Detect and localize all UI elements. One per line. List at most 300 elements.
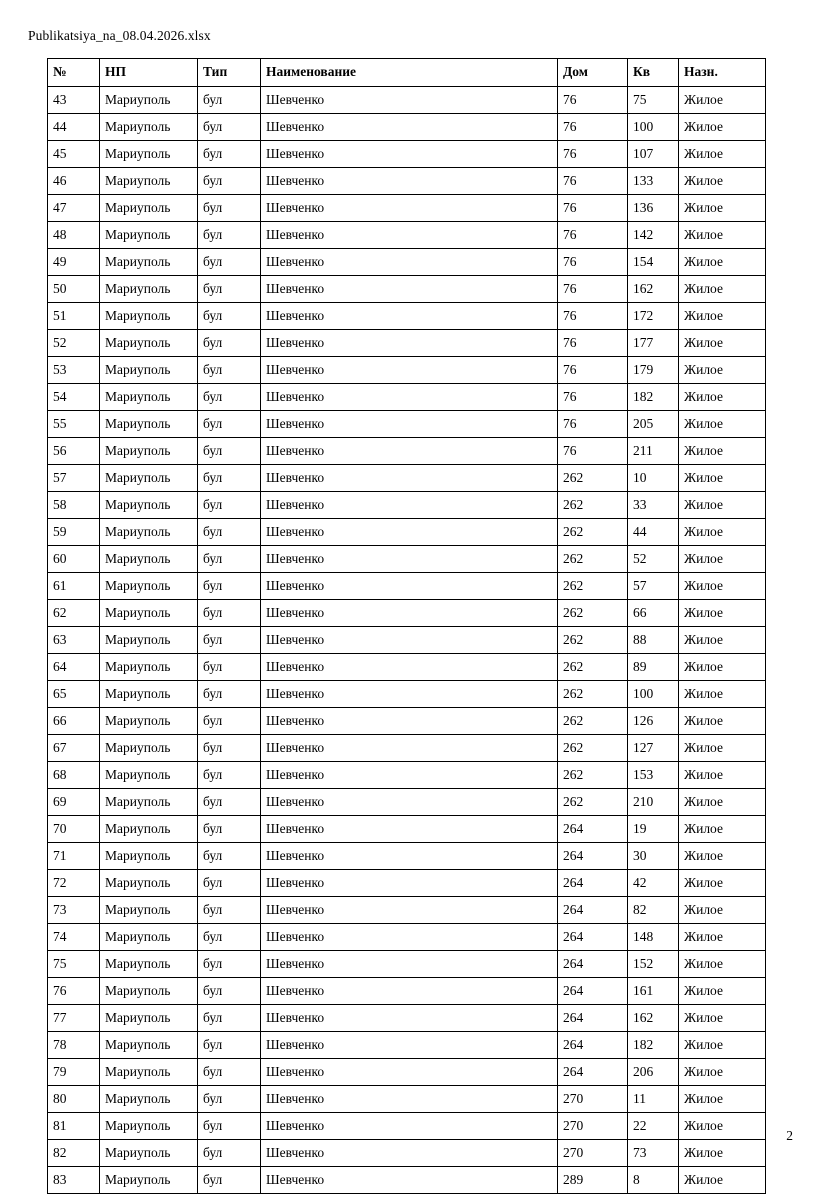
cell-settlement: Мариуполь: [100, 870, 198, 897]
cell-house: 262: [558, 789, 628, 816]
cell-name: Шевченко: [261, 762, 558, 789]
cell-name: Шевченко: [261, 411, 558, 438]
cell-number: 80: [48, 1086, 100, 1113]
table-row: [48, 330, 766, 357]
cell-name: Шевченко: [261, 330, 558, 357]
cell-number: 65: [48, 681, 100, 708]
cell-settlement: Мариуполь: [100, 654, 198, 681]
cell-name: Шевченко: [261, 708, 558, 735]
cell-purpose: Жилое: [679, 465, 766, 492]
table-row: [48, 519, 766, 546]
cell-purpose: Жилое: [679, 195, 766, 222]
cell-type: бул: [198, 330, 261, 357]
cell-apartment: 66: [628, 600, 679, 627]
cell-name: Шевченко: [261, 654, 558, 681]
cell-purpose: Жилое: [679, 789, 766, 816]
cell-name: Шевченко: [261, 195, 558, 222]
cell-purpose: Жилое: [679, 762, 766, 789]
cell-type: бул: [198, 1140, 261, 1167]
cell-purpose: Жилое: [679, 492, 766, 519]
table-row: [48, 303, 766, 330]
column-header-purpose: Назн.: [679, 59, 766, 87]
cell-apartment: 162: [628, 276, 679, 303]
cell-name: Шевченко: [261, 1059, 558, 1086]
column-header-number: №: [48, 59, 100, 87]
cell-name: Шевченко: [261, 519, 558, 546]
cell-house: 76: [558, 168, 628, 195]
cell-house: 262: [558, 681, 628, 708]
table-row: [48, 708, 766, 735]
cell-number: 53: [48, 357, 100, 384]
cell-type: бул: [198, 195, 261, 222]
table-row: [48, 1032, 766, 1059]
cell-number: 72: [48, 870, 100, 897]
cell-number: 46: [48, 168, 100, 195]
cell-name: Шевченко: [261, 114, 558, 141]
cell-house: 76: [558, 384, 628, 411]
cell-number: 54: [48, 384, 100, 411]
cell-type: бул: [198, 492, 261, 519]
cell-purpose: Жилое: [679, 681, 766, 708]
cell-settlement: Мариуполь: [100, 330, 198, 357]
cell-type: бул: [198, 519, 261, 546]
cell-name: Шевченко: [261, 600, 558, 627]
table-row: [48, 573, 766, 600]
cell-purpose: Жилое: [679, 978, 766, 1005]
cell-apartment: 73: [628, 1140, 679, 1167]
cell-settlement: Мариуполь: [100, 303, 198, 330]
cell-purpose: Жилое: [679, 1032, 766, 1059]
cell-apartment: 179: [628, 357, 679, 384]
table-row: [48, 411, 766, 438]
cell-house: 264: [558, 1032, 628, 1059]
table-row: [48, 627, 766, 654]
cell-type: бул: [198, 735, 261, 762]
column-header-name: Наименование: [261, 59, 558, 87]
cell-purpose: Жилое: [679, 357, 766, 384]
table-row: [48, 1113, 766, 1140]
cell-number: 61: [48, 573, 100, 600]
cell-house: 264: [558, 870, 628, 897]
cell-house: 76: [558, 330, 628, 357]
cell-house: 262: [558, 627, 628, 654]
cell-house: 264: [558, 951, 628, 978]
cell-apartment: 205: [628, 411, 679, 438]
cell-apartment: 133: [628, 168, 679, 195]
cell-house: 264: [558, 1059, 628, 1086]
table-body: [48, 87, 766, 1194]
cell-type: бул: [198, 816, 261, 843]
table-row: [48, 654, 766, 681]
table-row: [48, 1086, 766, 1113]
cell-apartment: 177: [628, 330, 679, 357]
cell-purpose: Жилое: [679, 114, 766, 141]
cell-number: 45: [48, 141, 100, 168]
table-row: [48, 816, 766, 843]
cell-number: 59: [48, 519, 100, 546]
table-row: [48, 492, 766, 519]
cell-settlement: Мариуполь: [100, 546, 198, 573]
table-row: [48, 141, 766, 168]
cell-house: 264: [558, 924, 628, 951]
cell-house: 76: [558, 114, 628, 141]
cell-purpose: Жилое: [679, 384, 766, 411]
cell-number: 58: [48, 492, 100, 519]
cell-settlement: Мариуполь: [100, 114, 198, 141]
cell-apartment: 153: [628, 762, 679, 789]
cell-number: 57: [48, 465, 100, 492]
cell-number: 60: [48, 546, 100, 573]
cell-name: Шевченко: [261, 1086, 558, 1113]
cell-name: Шевченко: [261, 789, 558, 816]
cell-purpose: Жилое: [679, 141, 766, 168]
cell-house: 289: [558, 1167, 628, 1194]
cell-apartment: 22: [628, 1113, 679, 1140]
cell-type: бул: [198, 303, 261, 330]
cell-purpose: Жилое: [679, 627, 766, 654]
cell-type: бул: [198, 870, 261, 897]
cell-name: Шевченко: [261, 276, 558, 303]
cell-apartment: 182: [628, 1032, 679, 1059]
cell-name: Шевченко: [261, 816, 558, 843]
cell-type: бул: [198, 762, 261, 789]
cell-house: 262: [558, 762, 628, 789]
cell-house: 262: [558, 735, 628, 762]
cell-type: бул: [198, 708, 261, 735]
cell-settlement: Мариуполь: [100, 627, 198, 654]
cell-name: Шевченко: [261, 249, 558, 276]
table-row: [48, 1140, 766, 1167]
cell-type: бул: [198, 843, 261, 870]
cell-settlement: Мариуполь: [100, 438, 198, 465]
cell-name: Шевченко: [261, 1005, 558, 1032]
cell-house: 76: [558, 411, 628, 438]
cell-apartment: 100: [628, 681, 679, 708]
cell-settlement: Мариуполь: [100, 276, 198, 303]
cell-name: Шевченко: [261, 1140, 558, 1167]
cell-name: Шевченко: [261, 735, 558, 762]
cell-number: 62: [48, 600, 100, 627]
cell-number: 82: [48, 1140, 100, 1167]
cell-purpose: Жилое: [679, 411, 766, 438]
cell-number: 67: [48, 735, 100, 762]
cell-settlement: Мариуполь: [100, 384, 198, 411]
table-row: [48, 897, 766, 924]
table-row: [48, 1167, 766, 1194]
cell-name: Шевченко: [261, 870, 558, 897]
cell-type: бул: [198, 384, 261, 411]
cell-number: 44: [48, 114, 100, 141]
cell-house: 270: [558, 1113, 628, 1140]
document-filename: Publikatsiya_na_08.04.2026.xlsx: [28, 28, 211, 43]
cell-settlement: Мариуполь: [100, 735, 198, 762]
cell-number: 81: [48, 1113, 100, 1140]
cell-number: 48: [48, 222, 100, 249]
cell-type: бул: [198, 978, 261, 1005]
cell-settlement: Мариуполь: [100, 978, 198, 1005]
cell-name: Шевченко: [261, 168, 558, 195]
cell-number: 76: [48, 978, 100, 1005]
cell-type: бул: [198, 1167, 261, 1194]
table-row: [48, 978, 766, 1005]
cell-house: 262: [558, 546, 628, 573]
cell-apartment: 154: [628, 249, 679, 276]
column-header-house: Дом: [558, 59, 628, 87]
cell-apartment: 42: [628, 870, 679, 897]
cell-settlement: Мариуполь: [100, 762, 198, 789]
cell-number: 69: [48, 789, 100, 816]
cell-purpose: Жилое: [679, 303, 766, 330]
table-row: [48, 843, 766, 870]
cell-settlement: Мариуполь: [100, 600, 198, 627]
cell-number: 47: [48, 195, 100, 222]
cell-house: 262: [558, 573, 628, 600]
cell-purpose: Жилое: [679, 1086, 766, 1113]
cell-purpose: Жилое: [679, 870, 766, 897]
cell-settlement: Мариуполь: [100, 357, 198, 384]
cell-purpose: Жилое: [679, 87, 766, 114]
cell-number: 73: [48, 897, 100, 924]
cell-number: 63: [48, 627, 100, 654]
cell-number: 49: [48, 249, 100, 276]
cell-name: Шевченко: [261, 1167, 558, 1194]
cell-house: 270: [558, 1140, 628, 1167]
cell-apartment: 57: [628, 573, 679, 600]
cell-settlement: Мариуполь: [100, 1032, 198, 1059]
table-row: [48, 735, 766, 762]
column-header-settlement: НП: [100, 59, 198, 87]
cell-settlement: Мариуполь: [100, 573, 198, 600]
cell-name: Шевченко: [261, 681, 558, 708]
cell-settlement: Мариуполь: [100, 843, 198, 870]
cell-type: бул: [198, 168, 261, 195]
cell-type: бул: [198, 249, 261, 276]
cell-type: бул: [198, 681, 261, 708]
cell-name: Шевченко: [261, 546, 558, 573]
table-row: [48, 789, 766, 816]
cell-house: 270: [558, 1086, 628, 1113]
cell-number: 50: [48, 276, 100, 303]
table-row: [48, 222, 766, 249]
cell-purpose: Жилое: [679, 1140, 766, 1167]
cell-number: 70: [48, 816, 100, 843]
cell-type: бул: [198, 87, 261, 114]
cell-apartment: 88: [628, 627, 679, 654]
cell-purpose: Жилое: [679, 249, 766, 276]
cell-apartment: 148: [628, 924, 679, 951]
cell-type: бул: [198, 1086, 261, 1113]
cell-purpose: Жилое: [679, 816, 766, 843]
cell-house: 262: [558, 600, 628, 627]
cell-number: 71: [48, 843, 100, 870]
cell-settlement: Мариуполь: [100, 789, 198, 816]
cell-type: бул: [198, 897, 261, 924]
cell-name: Шевченко: [261, 222, 558, 249]
cell-apartment: 126: [628, 708, 679, 735]
cell-name: Шевченко: [261, 573, 558, 600]
cell-purpose: Жилое: [679, 168, 766, 195]
cell-type: бул: [198, 573, 261, 600]
cell-settlement: Мариуполь: [100, 1167, 198, 1194]
cell-name: Шевченко: [261, 843, 558, 870]
cell-apartment: 136: [628, 195, 679, 222]
cell-apartment: 127: [628, 735, 679, 762]
cell-house: 262: [558, 708, 628, 735]
cell-number: 68: [48, 762, 100, 789]
cell-name: Шевченко: [261, 897, 558, 924]
cell-house: 76: [558, 249, 628, 276]
cell-type: бул: [198, 924, 261, 951]
cell-settlement: Мариуполь: [100, 897, 198, 924]
cell-number: 55: [48, 411, 100, 438]
cell-settlement: Мариуполь: [100, 924, 198, 951]
table-row: [48, 762, 766, 789]
cell-apartment: 33: [628, 492, 679, 519]
table-row: [48, 600, 766, 627]
cell-house: 262: [558, 654, 628, 681]
table-header: [48, 59, 766, 87]
cell-name: Шевченко: [261, 141, 558, 168]
table-row: [48, 195, 766, 222]
cell-apartment: 10: [628, 465, 679, 492]
cell-name: Шевченко: [261, 627, 558, 654]
cell-apartment: 89: [628, 654, 679, 681]
cell-apartment: 19: [628, 816, 679, 843]
cell-apartment: 206: [628, 1059, 679, 1086]
cell-purpose: Жилое: [679, 708, 766, 735]
cell-settlement: Мариуполь: [100, 1113, 198, 1140]
cell-settlement: Мариуполь: [100, 141, 198, 168]
cell-house: 76: [558, 141, 628, 168]
cell-name: Шевченко: [261, 1032, 558, 1059]
cell-house: 262: [558, 465, 628, 492]
cell-number: 74: [48, 924, 100, 951]
table-row: [48, 870, 766, 897]
cell-type: бул: [198, 465, 261, 492]
cell-purpose: Жилое: [679, 573, 766, 600]
cell-apartment: 75: [628, 87, 679, 114]
table-row: [48, 546, 766, 573]
cell-type: бул: [198, 1059, 261, 1086]
cell-settlement: Мариуполь: [100, 951, 198, 978]
cell-purpose: Жилое: [679, 330, 766, 357]
cell-settlement: Мариуполь: [100, 168, 198, 195]
cell-type: бул: [198, 1005, 261, 1032]
cell-purpose: Жилое: [679, 600, 766, 627]
cell-apartment: 152: [628, 951, 679, 978]
cell-purpose: Жилое: [679, 735, 766, 762]
cell-apartment: 172: [628, 303, 679, 330]
cell-settlement: Мариуполь: [100, 816, 198, 843]
cell-purpose: Жилое: [679, 519, 766, 546]
cell-name: Шевченко: [261, 303, 558, 330]
table-row: [48, 1059, 766, 1086]
cell-settlement: Мариуполь: [100, 1086, 198, 1113]
cell-number: 56: [48, 438, 100, 465]
cell-apartment: 162: [628, 1005, 679, 1032]
cell-apartment: 100: [628, 114, 679, 141]
column-header-type: Тип: [198, 59, 261, 87]
cell-type: бул: [198, 654, 261, 681]
cell-number: 52: [48, 330, 100, 357]
cell-type: бул: [198, 411, 261, 438]
table-row: [48, 465, 766, 492]
cell-house: 76: [558, 357, 628, 384]
cell-name: Шевченко: [261, 384, 558, 411]
cell-number: 51: [48, 303, 100, 330]
cell-apartment: 8: [628, 1167, 679, 1194]
cell-type: бул: [198, 438, 261, 465]
cell-name: Шевченко: [261, 438, 558, 465]
cell-apartment: 30: [628, 843, 679, 870]
cell-settlement: Мариуполь: [100, 411, 198, 438]
cell-purpose: Жилое: [679, 951, 766, 978]
cell-settlement: Мариуполь: [100, 492, 198, 519]
table-row: [48, 114, 766, 141]
cell-type: бул: [198, 141, 261, 168]
cell-house: 76: [558, 303, 628, 330]
cell-apartment: 107: [628, 141, 679, 168]
cell-house: 76: [558, 195, 628, 222]
cell-settlement: Мариуполь: [100, 465, 198, 492]
cell-settlement: Мариуполь: [100, 708, 198, 735]
cell-type: бул: [198, 114, 261, 141]
cell-purpose: Жилое: [679, 222, 766, 249]
cell-name: Шевченко: [261, 357, 558, 384]
cell-name: Шевченко: [261, 465, 558, 492]
cell-name: Шевченко: [261, 978, 558, 1005]
cell-apartment: 182: [628, 384, 679, 411]
cell-settlement: Мариуполь: [100, 1059, 198, 1086]
cell-purpose: Жилое: [679, 654, 766, 681]
cell-type: бул: [198, 222, 261, 249]
cell-purpose: Жилое: [679, 924, 766, 951]
cell-number: 66: [48, 708, 100, 735]
cell-settlement: Мариуполь: [100, 519, 198, 546]
table-row: [48, 438, 766, 465]
table-row: [48, 681, 766, 708]
cell-house: 76: [558, 438, 628, 465]
cell-number: 75: [48, 951, 100, 978]
cell-name: Шевченко: [261, 87, 558, 114]
cell-house: 264: [558, 843, 628, 870]
cell-settlement: Мариуполь: [100, 222, 198, 249]
cell-name: Шевченко: [261, 492, 558, 519]
cell-settlement: Мариуполь: [100, 1005, 198, 1032]
cell-house: 76: [558, 222, 628, 249]
cell-purpose: Жилое: [679, 843, 766, 870]
cell-name: Шевченко: [261, 1113, 558, 1140]
page-number: 2: [786, 1128, 793, 1143]
cell-settlement: Мариуполь: [100, 249, 198, 276]
cell-house: 262: [558, 519, 628, 546]
cell-settlement: Мариуполь: [100, 87, 198, 114]
cell-number: 83: [48, 1167, 100, 1194]
table-header-row: [48, 59, 766, 87]
cell-purpose: Жилое: [679, 276, 766, 303]
table-row: [48, 1005, 766, 1032]
cell-type: бул: [198, 1032, 261, 1059]
cell-number: 79: [48, 1059, 100, 1086]
cell-apartment: 142: [628, 222, 679, 249]
cell-type: бул: [198, 789, 261, 816]
cell-name: Шевченко: [261, 951, 558, 978]
cell-apartment: 82: [628, 897, 679, 924]
cell-type: бул: [198, 276, 261, 303]
cell-number: 78: [48, 1032, 100, 1059]
cell-purpose: Жилое: [679, 1113, 766, 1140]
table-row: [48, 951, 766, 978]
